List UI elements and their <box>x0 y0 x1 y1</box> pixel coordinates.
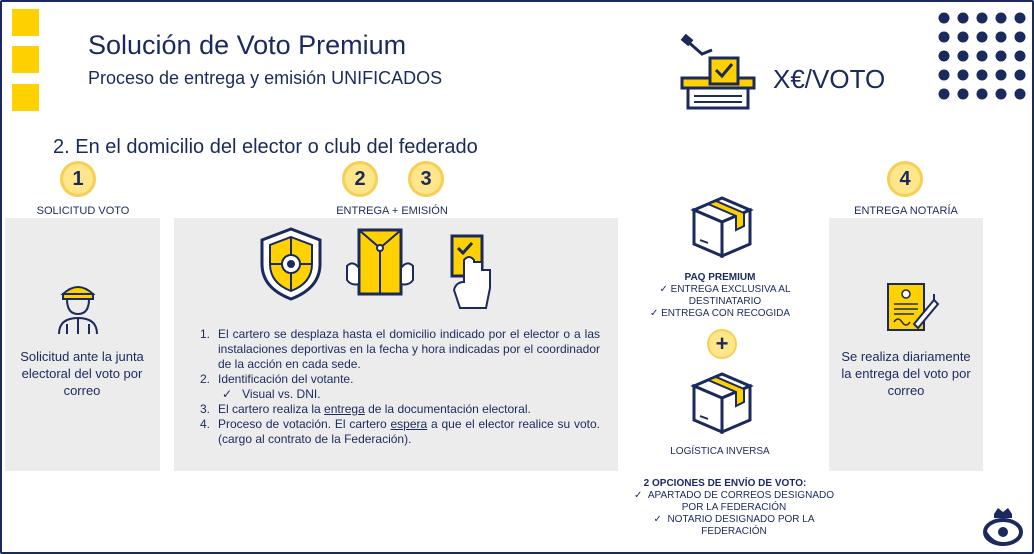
shield-icon <box>258 226 324 302</box>
panel-notaria <box>829 218 983 471</box>
option-apartado: ✓ APARTADO DE CORREOS DESIGNADO POR LA FEDERACIÓN <box>633 490 835 513</box>
paq-option-1: ✓ ENTREGA EXCLUSIVA AL DESTINATARIO <box>659 284 791 307</box>
correos-crown-logo <box>980 504 1026 548</box>
process-steps-list <box>200 327 600 447</box>
notary-document-icon <box>884 280 940 334</box>
logistica-inversa-label: LOGÍSTICA INVERSA <box>670 446 770 457</box>
step-number-1: 1 <box>60 161 96 197</box>
process-step-2: 2. Identificación del votante. <box>200 372 354 386</box>
options-title: 2 OPCIONES DE ENVÍO DE VOTO: <box>643 478 807 489</box>
yellow-square-decoration <box>12 9 39 36</box>
step-number-4: 4 <box>887 161 923 197</box>
step-number-2: 2 <box>342 161 378 197</box>
price-per-vote: X€/VOTO <box>773 64 886 94</box>
ballot-box-icon <box>680 34 760 110</box>
paq-option-2: ✓ ENTREGA CON RECOGIDA <box>649 308 791 319</box>
step-label-solicitud: SOLICITUD VOTO <box>36 205 130 217</box>
yellow-square-decoration <box>12 46 39 73</box>
section-title: 2. En el domicilio del elector o club del federado <box>53 136 478 158</box>
process-step-1: 1. El cartero se desplaza hasta el domicilio indicado por el elector o a las instalaciones deportivas en la fecha y hora indicadas por el coordinador de la acción en cada sede. <box>200 327 600 371</box>
dot-grid-decoration <box>938 12 1030 104</box>
plus-icon: + <box>707 329 737 359</box>
step-label-notaria: ENTREGA NOTARÍA <box>854 205 958 217</box>
slide-subtitle: Proceso de entrega y emisión UNIFICADOS <box>88 68 443 88</box>
paq-premium-title: PAQ PREMIUM <box>684 272 756 283</box>
panel-solicitud <box>5 218 160 471</box>
step-number-3: 3 <box>408 161 444 197</box>
package-return-icon <box>690 370 754 436</box>
solicitud-text: Solicitud ante la junta electoral del voto por correo <box>20 349 144 398</box>
step-label-entrega: ENTREGA + EMISIÓN <box>336 205 448 217</box>
yellow-square-decoration <box>12 84 39 111</box>
notaria-text: Se realiza diariamente la entrega del voto por correo <box>841 349 971 398</box>
process-step-4: 4. Proceso de votación. El cartero espera a que el elector realice su voto. (cargo al contrato de la Federación). <box>200 417 600 446</box>
slide-title: Solución de Voto Premium <box>88 30 407 60</box>
option-notario: ✓ NOTARIO DESIGNADO POR LA FEDERACIÓN <box>653 514 815 537</box>
process-step-3: 3. El cartero realiza la entrega de la documentación electoral. <box>200 402 531 416</box>
process-step-2-sub: ✓ Visual vs. DNI. <box>222 387 321 401</box>
postman-icon <box>55 282 101 336</box>
envelope-icon <box>345 226 415 300</box>
package-icon <box>690 194 754 260</box>
hand-vote-icon <box>446 232 494 310</box>
